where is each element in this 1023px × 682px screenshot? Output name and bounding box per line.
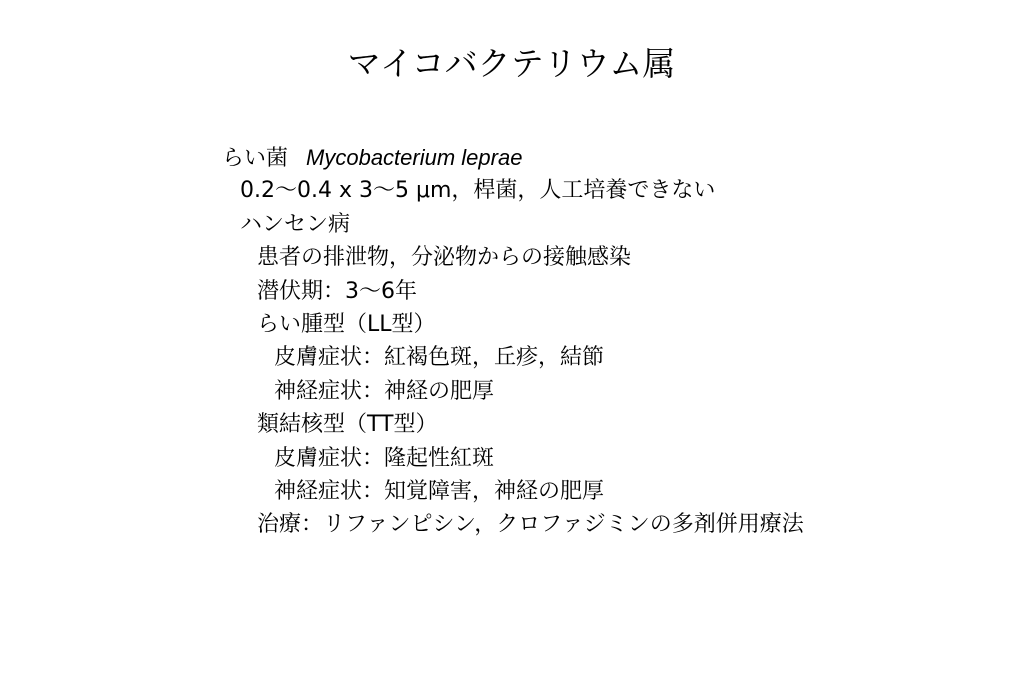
- bullet-line: [222, 141, 804, 174]
- slide-body: [222, 141, 804, 542]
- bullet-line: 治療：リファンピシン，クロファジミンの多剤併用療法: [257, 512, 804, 538]
- bullet-line: 皮膚症状：紅褐色斑，丘疹，結節: [274, 345, 605, 371]
- bullet-line: らい腫型（LL型）: [257, 311, 436, 337]
- bullet-text: らい菌: [222, 146, 289, 171]
- bullet-line: ハンセン病: [240, 211, 351, 237]
- bullet-line: 類結核型（TT型）: [257, 412, 438, 438]
- bullet-line: 潜伏期：3〜6年: [257, 278, 417, 304]
- scientific-name: Mycobacterium leprae: [306, 145, 523, 170]
- bullet-line: 神経症状：知覚障害，神経の肥厚: [274, 478, 605, 504]
- bullet-line: 0.2〜0.4 x 3〜5 μm，桿菌，人工培養できない: [240, 178, 716, 204]
- bullet-line: 患者の排泄物，分泌物からの接触感染: [257, 245, 632, 271]
- bullet-line: 皮膚症状：隆起性紅斑: [274, 445, 495, 471]
- slide-title: マイコバクテリウム属: [347, 44, 676, 83]
- bullet-line: 神経症状：神経の肥厚: [274, 378, 495, 404]
